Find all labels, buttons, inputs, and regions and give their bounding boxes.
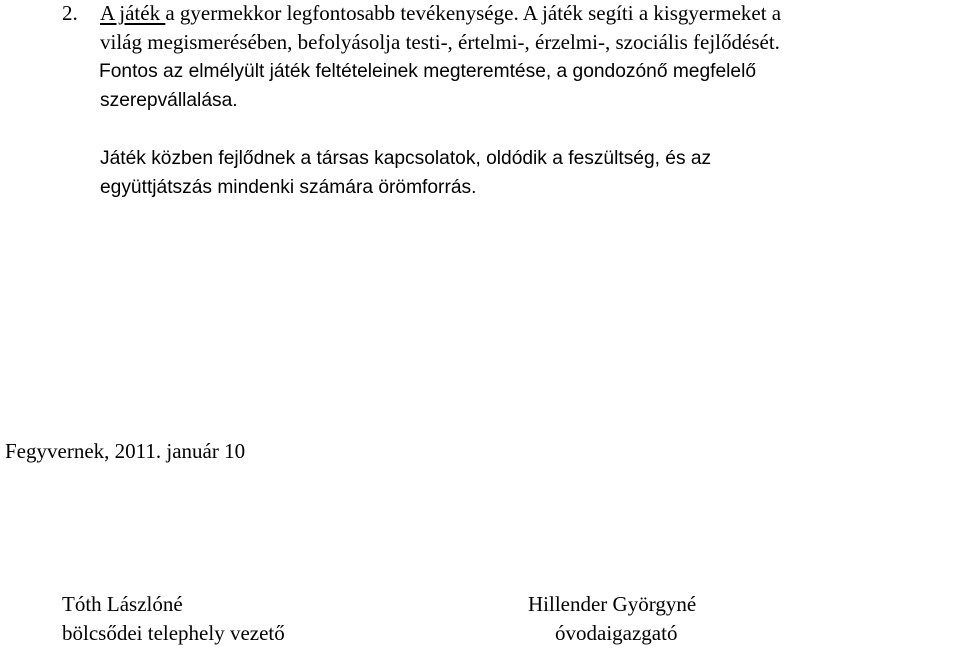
paragraph-line-5: Játék közben fejlődnek a társas kapcsolatok, oldódik a feszültség, és az bbox=[100, 148, 712, 169]
underlined-phrase: A játék bbox=[100, 1, 166, 25]
signer-name-right: Hillender Györgyné bbox=[528, 592, 697, 616]
place-and-date: Fegyvernek, 2011. január 10 bbox=[5, 439, 246, 463]
list-number: 2. bbox=[62, 1, 78, 25]
paragraph-line-2: világ megismerésében, befolyásolja testi-, értelmi-, érzelmi-, szociális fejlődését. bbox=[100, 30, 780, 54]
signer-role-left: bölcsődei telephely vezető bbox=[62, 621, 285, 645]
signer-name-left: Tóth Lászlóné bbox=[62, 592, 183, 616]
signer-role-right: óvodaigazgató bbox=[555, 621, 678, 645]
paragraph-line-1-rest: a gyermekkor legfontosabb tevékenysége. A játék segíti a kisgyermeket a bbox=[165, 1, 782, 25]
paragraph-gap bbox=[100, 115, 960, 144]
signature-block-right bbox=[528, 590, 696, 648]
paragraph-line-3: Fontos az elmélyült játék feltételeinek megteremtése, a gondozónő megfelelő bbox=[99, 61, 757, 82]
paragraph-line-6: együttjátszás mindenki számára örömforrás. bbox=[100, 177, 477, 198]
paragraph-line-4: szerepvállalása. bbox=[100, 90, 238, 111]
paragraph-body bbox=[100, 0, 960, 202]
paragraph-line-1 bbox=[100, 0, 960, 28]
signature-block-left bbox=[62, 590, 285, 648]
